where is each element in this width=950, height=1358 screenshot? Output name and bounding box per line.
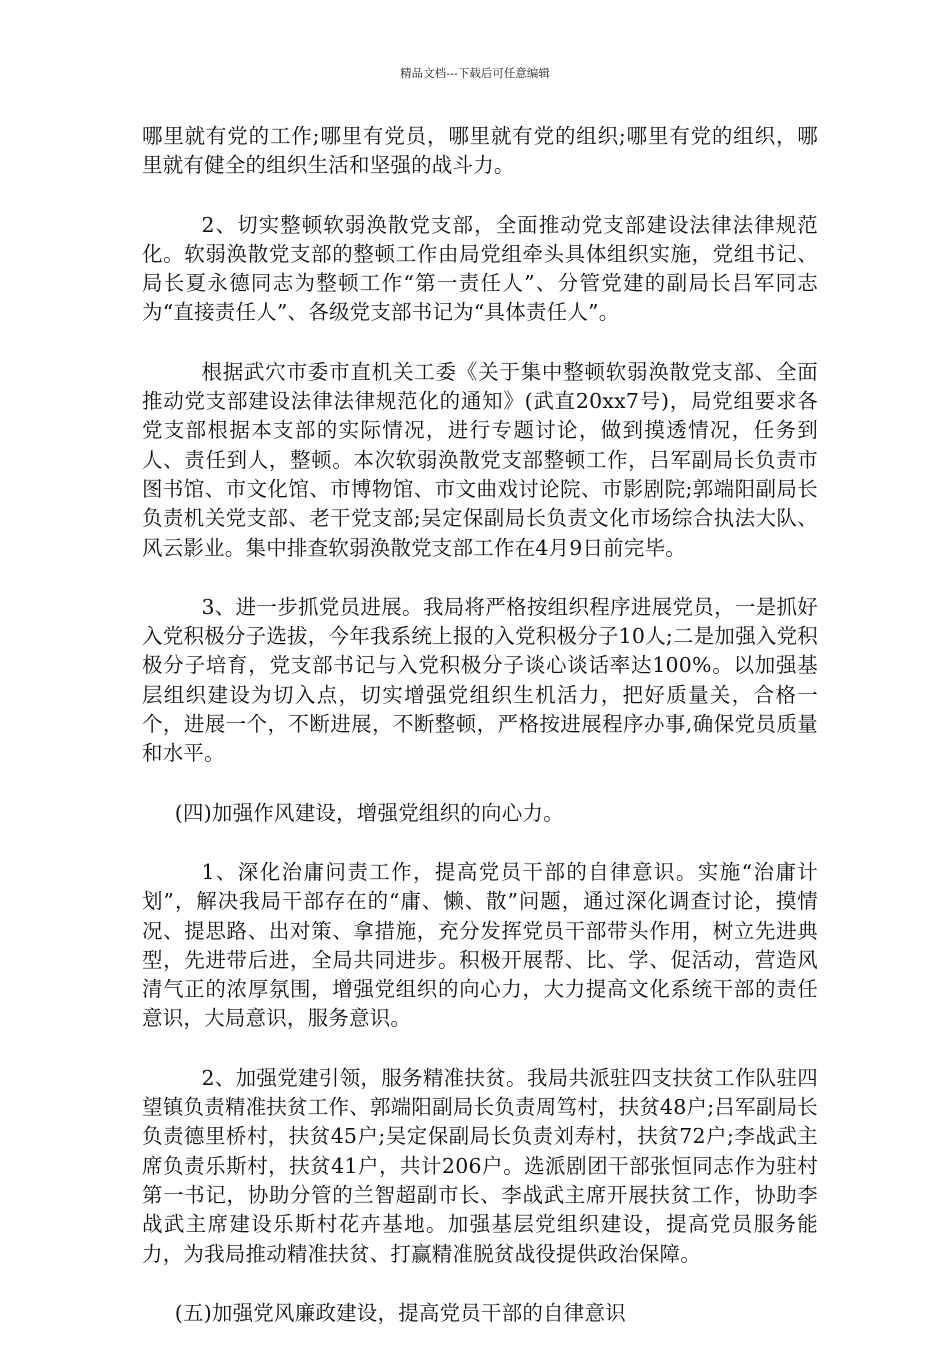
document-body <box>142 122 818 1358</box>
section-heading-5: (五)加强党风廉政建设，提高党员干部的自律意识 <box>174 1300 626 1325</box>
paragraph-item-1-accountability: 1、深化治庸问责工作，提高党员干部的自律意识。实施“治庸计划”，解决我局干部存在的“庸、懒、散”问题，通过深化调查讨论，摸情况、提思路、出对策、拿措施，充分发挥党员干部带头作用，树立先进典型，先进带后进，全局共同进步。积极开展帮、比、学、促活动，营造风清气正的浓厚氛围，增强党组织的向心力，大力提高文化系统干部的责任意识，大局意识，服务意识。 <box>142 859 818 1031</box>
paragraph-item-2-rectify-branches: 2、切实整顿软弱涣散党支部，全面推动党支部建设法律法律规范化。软弱涣散党支部的整顿工作由局党组牵头具体组织实施，党组书记、局长夏永德同志为整顿工作“第一责任人”、分管党建的副局长吕军同志为“直接责任人”、各级党支部书记为“具体责任人”。 <box>142 212 818 325</box>
paragraph-notice-basis: 根据武穴市委市直机关工委《关于集中整顿软弱涣散党支部、全面推动党支部建设法律法律规范化的通知》(武直20xx7号)，局党组要求各党支部根据本支部的实际情况，进行专题讨论，做到摸透情况，任务到人、责任到人，整顿。本次软弱涣散党支部整顿工作，吕军副局长负责市图书馆、市文化馆、市博物馆、市文曲戏讨论院、市影剧院;郭端阳副局长负责机关党支部、老干党支部;吴定保副局长负责文化市场综合执法大队、风云影业。集中排查软弱涣散党支部工作在4月9日前完毕。 <box>142 359 818 560</box>
section-heading-4: (四)加强作风建设，增强党组织的向心力。 <box>174 800 564 825</box>
paragraph-item-2-poverty-alleviation: 2、加强党建引领，服务精准扶贫。我局共派驻四支扶贫工作队驻四望镇负责精准扶贫工作、郭端阳副局长负责周笃村，扶贫48户;吕军副局长负责德里桥村，扶贫45户;吴定保副局长负责刘寿村，扶贫72户;李战武主席负责乐斯村，扶贫41户，共计206户。选派剧团干部张恒同志作为驻村第一书记，协助分管的兰智超副市长、李战武主席开展扶贫工作，协助李战武主席建设乐斯村花卉基地。加强基层党组织建设，提高党员服务能力，为我局推动精准扶贫、打赢精准脱贫战役提供政治保障。 <box>142 1065 818 1266</box>
paragraph-item-3-member-development: 3、进一步抓党员进展。我局将严格按组织程序进展党员，一是抓好入党积极分子选拔，今年我系统上报的入党积极分子10人;二是加强入党积极分子培育，党支部书记与入党积极分子谈心谈话率达100%。以加强基层组织建设为切入点，切实增强党组织生机活力，把好质量关，合格一个，进展一个，不断进展，不断整顿，严格按进展程序办事,确保党员质量和水平。 <box>142 594 818 766</box>
paragraph-continuation: 哪里就有党的工作;哪里有党员，哪里就有党的组织;哪里有党的组织，哪里就有健全的组织生活和坚强的战斗力。 <box>142 124 818 178</box>
page-header: 精品文档---下载后可任意编辑 <box>400 66 550 80</box>
